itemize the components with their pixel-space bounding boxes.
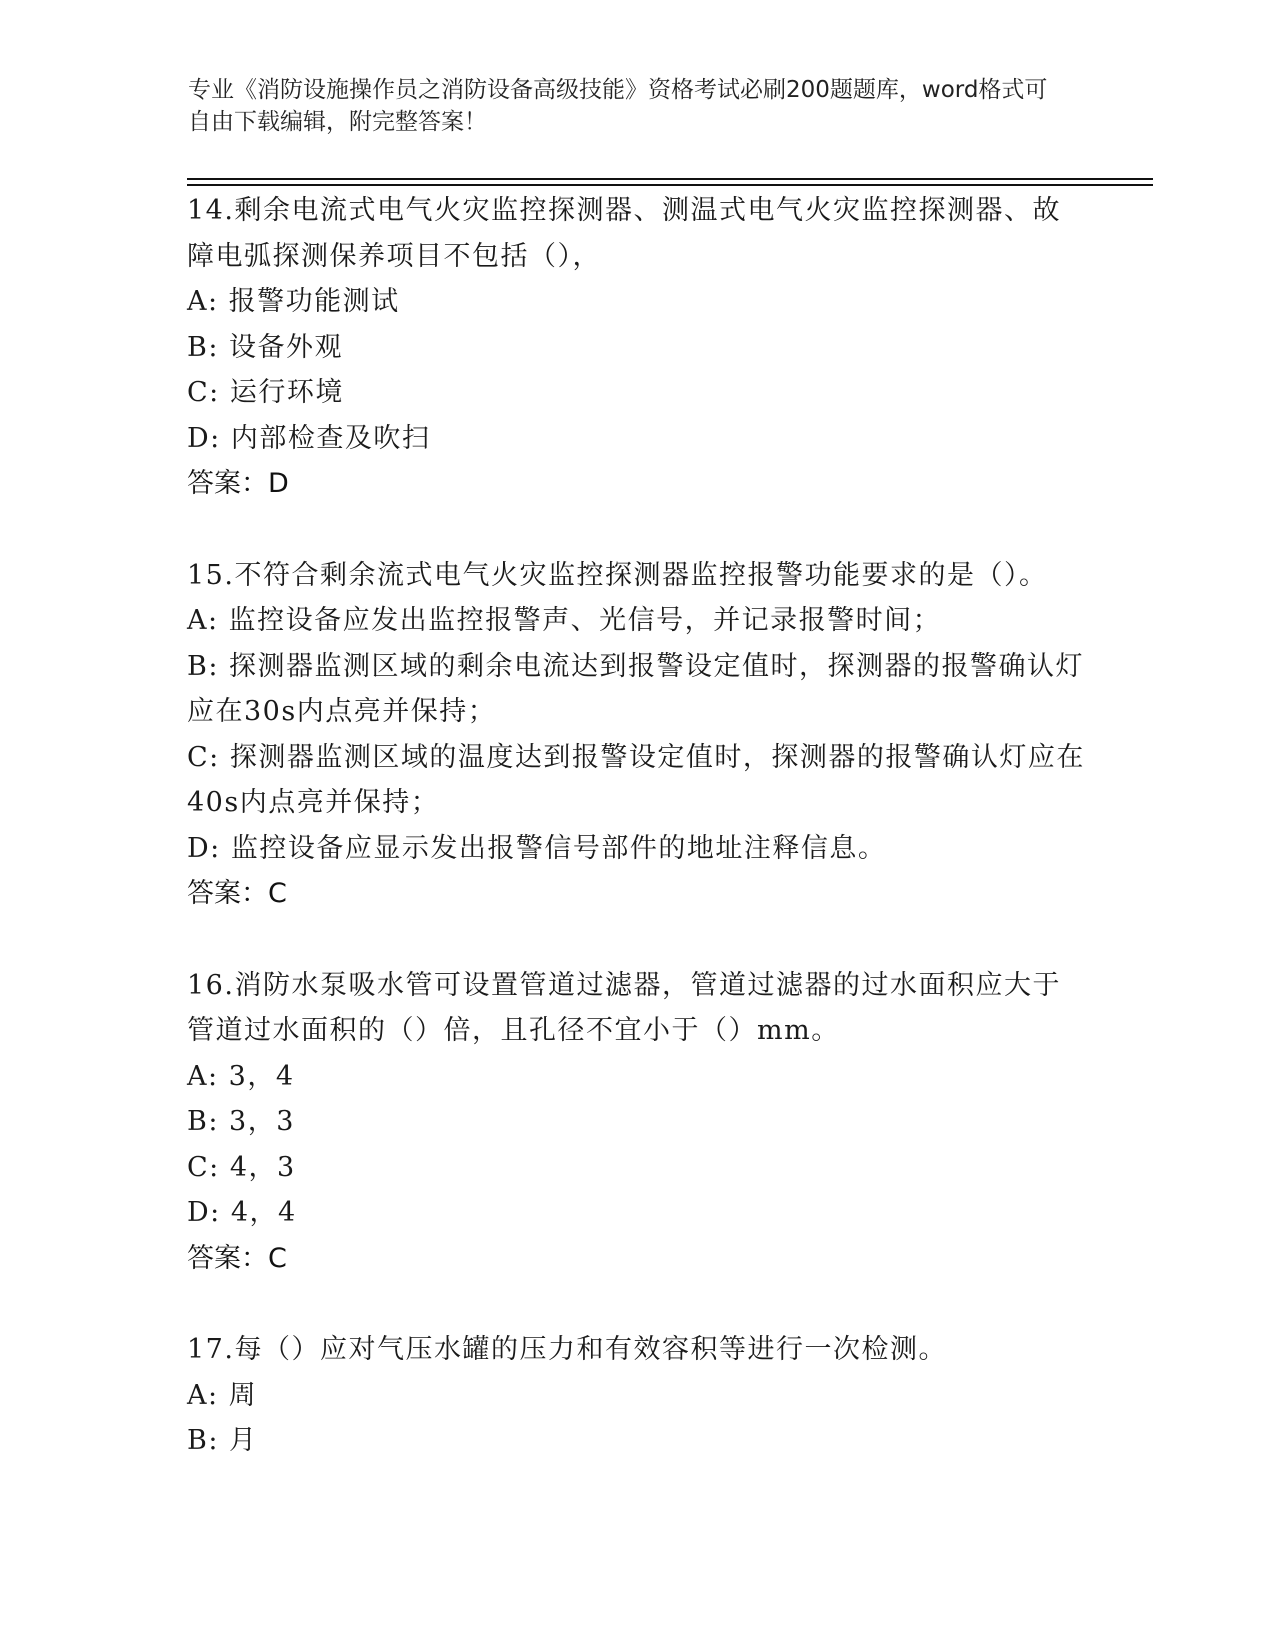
question-list	[187, 188, 1087, 1464]
question-stem: 14.剩余电流式电气火灾监控探测器、测温式电气火灾监控探测器、故障电弧探测保养项目不包括（），	[187, 195, 1061, 272]
question-stem: 17.每（）应对气压水罐的压力和有效容积等进行一次检测。	[187, 1334, 947, 1365]
option-a: A: 周	[187, 1379, 258, 1411]
option-c: C: 运行环境	[187, 377, 344, 408]
option-b: B: 3，3	[187, 1106, 295, 1137]
option-b: B: 设备外观	[187, 331, 344, 363]
option-a: A: 报警功能测试	[187, 286, 400, 317]
question-stem: 15.不符合剩余流式电气火灾监控探测器监控报警功能要求的是（）。	[187, 559, 1048, 591]
question-14	[187, 188, 1087, 507]
option-d: D: 内部检查及吹扫	[187, 422, 431, 454]
option-d: D: 4，4	[187, 1197, 297, 1228]
answer: 答案：C	[187, 878, 287, 909]
question-spacer	[187, 507, 1087, 553]
option-a: A: 监控设备应发出监控报警声、光信号，并记录报警时间；	[187, 605, 942, 636]
option-b: B: 月	[187, 1425, 258, 1456]
question-stem: 16.消防水泵吸水管可设置管道过滤器，管道过滤器的过水面积应大于管道过水面积的（）倍，且孔径不宜小于（）mm。	[187, 969, 1061, 1046]
option-d: D: 监控设备应显示发出报警信号部件的地址注释信息。	[187, 832, 887, 864]
document-header: 专业《消防设施操作员之消防设备高级技能》资格考试必刷200题题库，word格式可自由下载编辑，附完整答案！	[188, 77, 1048, 135]
option-c: C: 4，3	[187, 1151, 296, 1183]
question-spacer	[187, 1281, 1087, 1327]
header-divider-bottom	[187, 184, 1153, 186]
option-c: C: 探测器监测区域的温度达到报警设定值时，探测器的报警确认灯应在40s内点亮并保持；	[187, 741, 1085, 818]
option-b: B: 探测器监测区域的剩余电流达到报警设定值时，探测器的报警确认灯应在30s内点亮并保持；	[187, 650, 1085, 727]
question-16	[187, 963, 1087, 1282]
header-divider-top	[187, 178, 1153, 180]
answer: 答案：D	[187, 468, 289, 499]
question-spacer	[187, 917, 1087, 963]
question-15	[187, 553, 1087, 917]
option-a: A: 3，4	[187, 1060, 295, 1092]
question-17	[187, 1327, 1087, 1464]
answer: 答案：C	[187, 1242, 287, 1274]
